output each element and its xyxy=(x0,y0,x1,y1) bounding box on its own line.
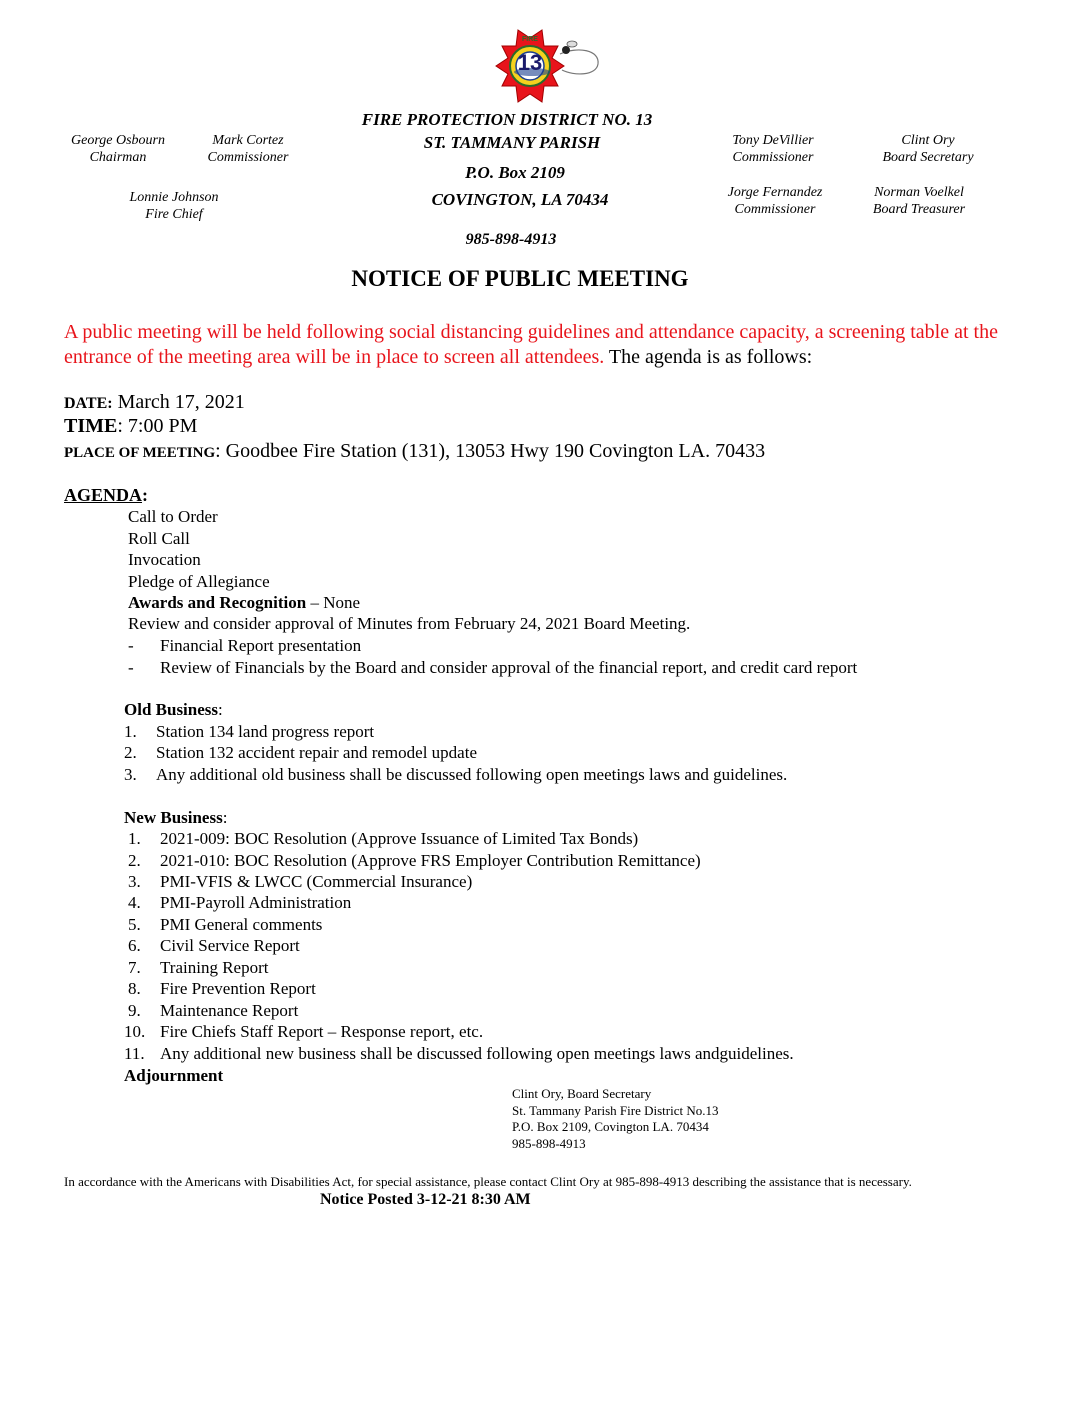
meeting-time xyxy=(64,415,197,438)
intro-paragraph xyxy=(64,320,1024,370)
list-number: 5. xyxy=(128,915,141,934)
official-name: Jorge Fernandez xyxy=(727,185,823,200)
new-business-colon: : xyxy=(222,808,228,827)
list-number: 2. xyxy=(128,851,141,870)
old-business-item: Station 134 land progress report xyxy=(156,722,375,741)
official-role: Chairman xyxy=(89,150,147,165)
new-business-heading xyxy=(124,808,227,828)
logo-ring-text: FIRE xyxy=(522,36,538,43)
signature-block xyxy=(512,1086,718,1152)
new-business-item: PMI-VFIS & LWCC (Commercial Insurance) xyxy=(160,872,473,891)
official-chairman xyxy=(58,132,178,166)
agenda-item-financial-report: Financial Report presentation xyxy=(160,636,362,655)
new-business-item: 2021-010: BOC Resolution (Approve FRS Employer Contribution Remittance) xyxy=(160,851,701,870)
signature-line: St. Tammany Parish Fire District No.13 xyxy=(512,1102,719,1118)
time-value: : 7:00 PM xyxy=(117,415,198,437)
place-label: PLACE OF MEETING xyxy=(64,445,216,461)
official-commissioner-cortez xyxy=(196,132,300,166)
time-label: TIME xyxy=(64,415,118,437)
awards-label: Awards and Recognition xyxy=(128,593,307,612)
official-role: Board Secretary xyxy=(882,150,974,165)
agenda-heading-colon: : xyxy=(142,485,149,505)
official-board-secretary xyxy=(868,132,988,166)
list-number: 9. xyxy=(128,1001,141,1020)
awards-value: – None xyxy=(306,593,361,612)
new-business-item: Training Report xyxy=(160,958,269,977)
po-box: P.O. Box 2109 xyxy=(465,163,565,182)
list-number: 2. xyxy=(124,743,137,762)
old-business-heading xyxy=(124,700,223,720)
official-role: Board Treasurer xyxy=(872,202,966,217)
agenda-item-adjournment: Adjournment xyxy=(124,1066,224,1085)
agenda-item-minutes: Review and consider approval of Minutes from February 24, 2021 Board Meeting. xyxy=(128,614,691,633)
old-business-item: Any additional old business shall be discussed following open meetings laws and guidelines. xyxy=(156,765,788,784)
list-number: 1. xyxy=(128,829,141,848)
old-business-colon: : xyxy=(218,700,223,719)
list-number: 3. xyxy=(124,765,137,784)
agenda-item-invocation: Invocation xyxy=(128,550,201,569)
notice-posted: Notice Posted 3-12-21 8:30 AM xyxy=(320,1191,531,1208)
official-role: Commissioner xyxy=(732,150,814,165)
place-value: : Goodbee Fire Station (131), 13053 Hwy 190 Covington LA. 70433 xyxy=(215,440,766,462)
official-name: Tony DeVillier xyxy=(732,133,814,148)
official-name: Clint Ory xyxy=(901,133,955,148)
official-name: Lonnie Johnson xyxy=(129,190,219,205)
list-number: 3. xyxy=(128,872,141,891)
new-business-item: 2021-009: BOC Resolution (Approve Issuance of Limited Tax Bonds) xyxy=(160,829,639,848)
district-name: FIRE PROTECTION DISTRICT NO. 13 xyxy=(361,110,653,129)
district-logo xyxy=(478,28,606,108)
list-number: 8. xyxy=(128,979,141,998)
agenda-item-financial-review: Review of Financials by the Board and consider approval of the financial report, and credit card report xyxy=(160,658,858,677)
official-name: George Osbourn xyxy=(71,133,165,148)
bullet-dash: - xyxy=(128,658,134,677)
official-name: Norman Voelkel xyxy=(874,185,964,200)
meeting-place xyxy=(64,440,765,463)
new-business-label: New Business xyxy=(124,808,223,827)
agenda-item-roll-call: Roll Call xyxy=(128,529,190,548)
official-commissioner-devillier xyxy=(716,132,830,166)
new-business-item: PMI General comments xyxy=(160,915,323,934)
agenda-item-call-to-order: Call to Order xyxy=(128,507,218,526)
agenda-item-awards xyxy=(128,593,360,613)
official-fire-chief xyxy=(112,189,236,223)
old-business-label: Old Business xyxy=(124,700,219,719)
bullet-dash: - xyxy=(128,636,134,655)
list-number: 10. xyxy=(124,1022,146,1041)
logo-number: 13 xyxy=(517,50,543,75)
list-number: 1. xyxy=(124,722,137,741)
meeting-date xyxy=(64,391,245,414)
old-business-item: Station 132 accident repair and remodel update xyxy=(156,743,477,762)
agenda-item-pledge: Pledge of Allegiance xyxy=(128,572,270,591)
official-role: Commissioner xyxy=(207,150,289,165)
list-number: 6. xyxy=(128,936,141,955)
intro-red-text: A public meeting will be held following social distancing guidelines and attendance capacity, a screening table at the entrance of the meeting area will be in place to screen all attendees. xyxy=(64,321,998,368)
signature-line: Clint Ory, Board Secretary xyxy=(512,1086,652,1101)
new-business-item: Maintenance Report xyxy=(160,1001,299,1020)
new-business-item: Fire Chiefs Staff Report – Response report, etc. xyxy=(160,1022,484,1041)
date-label: DATE: xyxy=(64,395,113,412)
official-role: Fire Chief xyxy=(145,207,203,222)
agenda-heading xyxy=(64,485,148,506)
ada-notice: In accordance with the Americans with Disabilities Act, for special assistance, please contact Clint Ory at 985-898-4913 describing the assistance that is necessary. xyxy=(64,1174,912,1189)
parish-name: ST. TAMMANY PARISH xyxy=(423,133,601,152)
new-business-item: Any additional new business shall be discussed following open meetings laws andguidelines. xyxy=(160,1044,794,1063)
page-title: NOTICE OF PUBLIC MEETING xyxy=(351,266,689,291)
list-number: 11. xyxy=(124,1044,145,1063)
list-number: 4. xyxy=(128,893,141,912)
signature-line: P.O. Box 2109, Covington LA. 70434 xyxy=(512,1119,709,1134)
agenda-heading-text: AGENDA xyxy=(64,485,143,505)
new-business-item: PMI-Payroll Administration xyxy=(160,893,352,912)
list-number: 7. xyxy=(128,958,141,977)
new-business-item: Fire Prevention Report xyxy=(160,979,316,998)
official-board-treasurer xyxy=(860,184,978,218)
new-business-item: Civil Service Report xyxy=(160,936,300,955)
signature-line: 985-898-4913 xyxy=(512,1135,586,1151)
official-role: Commissioner xyxy=(734,202,816,217)
official-commissioner-fernandez xyxy=(716,184,834,218)
city-state: COVINGTON, LA 70434 xyxy=(431,190,609,209)
official-name: Mark Cortez xyxy=(212,133,284,148)
phone-number: 985-898-4913 xyxy=(465,231,557,248)
date-value: March 17, 2021 xyxy=(112,391,245,413)
intro-black-text: The agenda is as follows: xyxy=(604,346,813,368)
